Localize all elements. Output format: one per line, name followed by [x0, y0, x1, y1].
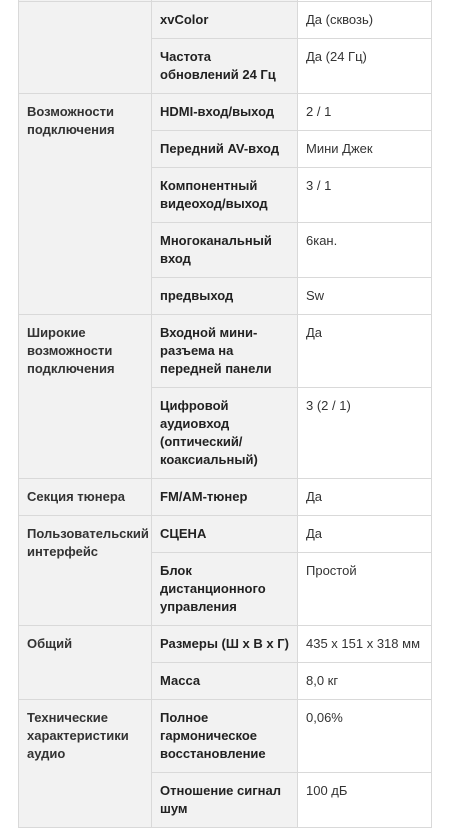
feature-cell: Передний AV-вход: [152, 131, 298, 168]
feature-cell: FM/AM-тюнер: [152, 479, 298, 516]
feature-cell: Блок дистанционного управления: [152, 553, 298, 626]
section-cell: Секция тюнера: [19, 479, 152, 516]
value-cell: Да (сквозь): [298, 2, 432, 39]
value-cell: Да (24 Гц): [298, 39, 432, 94]
table-row: [19, 516, 432, 553]
section-cell: Пользовательский интерфейс: [19, 516, 152, 626]
section-cell: [19, 2, 152, 94]
value-cell: 6кан.: [298, 223, 432, 278]
feature-cell: Размеры (Ш х В х Г): [152, 626, 298, 663]
feature-cell: Компонентный видеоход/выход: [152, 168, 298, 223]
feature-cell: Входной мини-разъема на передней панели: [152, 315, 298, 388]
feature-cell: предвыход: [152, 278, 298, 315]
value-cell: Да: [298, 479, 432, 516]
table-row: [19, 315, 432, 388]
section-cell: Возможности подключения: [19, 94, 152, 315]
value-cell: 435 x 151 x 318 мм: [298, 626, 432, 663]
feature-cell: Частота обновлений 24 Гц: [152, 39, 298, 94]
feature-cell: Масса: [152, 663, 298, 700]
feature-cell: HDMI-вход/выход: [152, 94, 298, 131]
value-cell: 100 дБ: [298, 773, 432, 828]
section-cell: Широкие возможности подключения: [19, 315, 152, 479]
value-cell: 3 (2 / 1): [298, 388, 432, 479]
feature-cell: xvColor: [152, 2, 298, 39]
feature-cell: СЦЕНА: [152, 516, 298, 553]
value-cell: 3 / 1: [298, 168, 432, 223]
value-cell: 2 / 1: [298, 94, 432, 131]
feature-cell: Полное гармоническое восстановление: [152, 700, 298, 773]
value-cell: Sw: [298, 278, 432, 315]
value-cell: Мини Джек: [298, 131, 432, 168]
feature-cell: Отношение сигнал шум: [152, 773, 298, 828]
specs-table: [18, 0, 432, 828]
value-cell: Да: [298, 315, 432, 388]
value-cell: Простой: [298, 553, 432, 626]
feature-cell: Многоканальный вход: [152, 223, 298, 278]
section-cell: Общий: [19, 626, 152, 700]
feature-cell: Цифровой аудиовход (оптический/ коаксиальный): [152, 388, 298, 479]
value-cell: 0,06%: [298, 700, 432, 773]
table-row: [19, 700, 432, 773]
table-row: [19, 626, 432, 663]
value-cell: Да: [298, 516, 432, 553]
table-row: [19, 94, 432, 131]
section-cell: Технические характеристики аудио: [19, 700, 152, 828]
value-cell: 8,0 кг: [298, 663, 432, 700]
table-row: [19, 2, 432, 39]
table-row: [19, 479, 432, 516]
